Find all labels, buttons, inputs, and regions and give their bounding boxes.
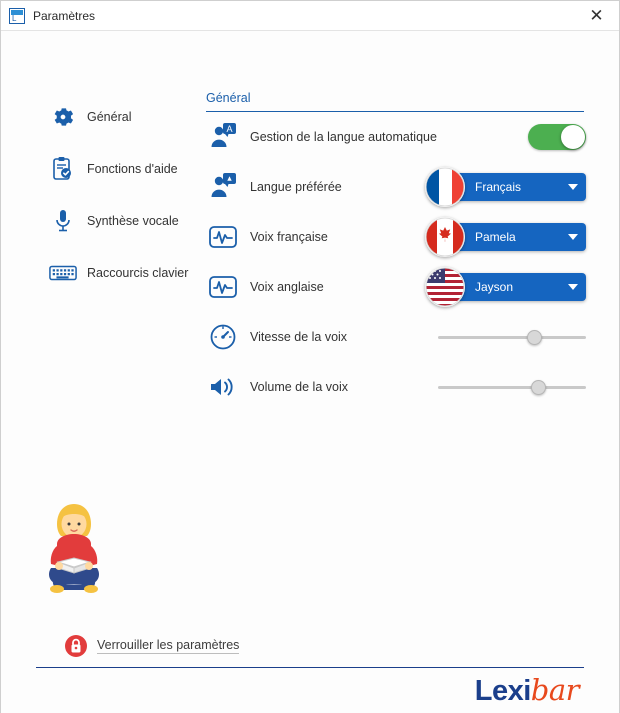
auto-language-icon <box>206 120 240 154</box>
title-bar <box>1 1 619 31</box>
lock-settings-button[interactable] <box>63 633 239 659</box>
slider-track <box>438 386 586 389</box>
sidebar <box>1 91 196 299</box>
lock-settings-label: Verrouiller les paramètres <box>97 638 240 652</box>
slider-thumb[interactable] <box>531 380 546 395</box>
setting-label: Voix anglaise <box>250 280 324 294</box>
chevron-down-icon <box>568 284 578 290</box>
speaker-icon <box>206 370 240 404</box>
slider-track <box>438 336 586 339</box>
setting-row-preferred-language <box>206 162 586 212</box>
voice-wave-icon <box>206 270 240 304</box>
settings-panel <box>206 91 586 412</box>
mascot-illustration <box>39 496 109 606</box>
svg-text:L: L <box>12 13 17 23</box>
svg-text:A: A <box>226 124 233 134</box>
lexibar-logo <box>475 673 579 708</box>
lexibar-icon <box>9 8 25 24</box>
setting-label: Volume de la voix <box>250 380 348 394</box>
setting-row-english-voice <box>206 262 586 312</box>
panel-title: Général <box>206 91 584 112</box>
toggle-knob <box>561 125 585 149</box>
flag-usa-icon <box>425 267 465 307</box>
close-icon: ✕ <box>589 6 604 25</box>
toggle-track[interactable] <box>528 124 586 150</box>
chevron-down-icon <box>568 184 578 190</box>
sidebar-item-label: Fonctions d'aide <box>87 162 178 176</box>
logo-accent: bar <box>530 673 579 707</box>
dropdown-value: Français <box>475 180 522 194</box>
dropdown[interactable] <box>431 173 586 201</box>
microphone-icon <box>49 207 77 235</box>
dropdown[interactable] <box>431 223 586 251</box>
logo-main: Lexi <box>474 675 531 707</box>
french-voice-dropdown[interactable] <box>431 223 586 251</box>
preferred-language-dropdown[interactable] <box>431 173 586 201</box>
voice-volume-slider[interactable] <box>438 377 586 397</box>
sidebar-item-keyboard-shortcuts[interactable] <box>1 247 196 299</box>
keyboard-icon <box>49 259 77 287</box>
setting-label: Langue préférée <box>250 180 342 194</box>
sidebar-item-label: Raccourcis clavier <box>87 266 189 280</box>
sidebar-item-help-functions[interactable] <box>1 143 196 195</box>
dropdown[interactable] <box>431 273 586 301</box>
speedometer-icon <box>206 320 240 354</box>
close-button[interactable] <box>574 1 619 30</box>
dropdown-value: Pamela <box>475 230 516 244</box>
sidebar-item-general[interactable] <box>1 91 196 143</box>
slider-thumb[interactable] <box>527 330 542 345</box>
setting-row-voice-speed <box>206 312 586 362</box>
voice-speed-slider[interactable] <box>438 327 586 347</box>
english-voice-dropdown[interactable] <box>431 273 586 301</box>
flag-france-icon <box>425 167 465 207</box>
sidebar-item-label: Synthèse vocale <box>87 214 179 228</box>
window-body <box>1 31 619 713</box>
setting-label: Vitesse de la voix <box>250 330 348 344</box>
preferred-language-icon <box>206 170 240 204</box>
auto-language-toggle[interactable] <box>528 124 586 150</box>
dropdown-value: Jayson <box>475 280 514 294</box>
setting-row-french-voice <box>206 212 586 262</box>
sidebar-item-label: Général <box>87 110 132 124</box>
window-title: Paramètres <box>33 8 96 23</box>
setting-row-auto-language <box>206 112 586 162</box>
setting-label: Voix française <box>250 230 328 244</box>
slider[interactable] <box>438 377 586 397</box>
chevron-down-icon <box>568 234 578 240</box>
clipboard-check-icon <box>49 155 77 183</box>
voice-wave-icon <box>206 220 240 254</box>
setting-label: Gestion de la langue automatique <box>250 130 437 144</box>
footer-divider <box>36 667 584 668</box>
slider[interactable] <box>438 327 586 347</box>
setting-row-voice-volume <box>206 362 586 412</box>
sidebar-item-speech-synthesis[interactable] <box>1 195 196 247</box>
flag-canada-icon <box>425 217 465 257</box>
lock-icon <box>63 633 89 659</box>
gear-icon <box>49 103 77 131</box>
